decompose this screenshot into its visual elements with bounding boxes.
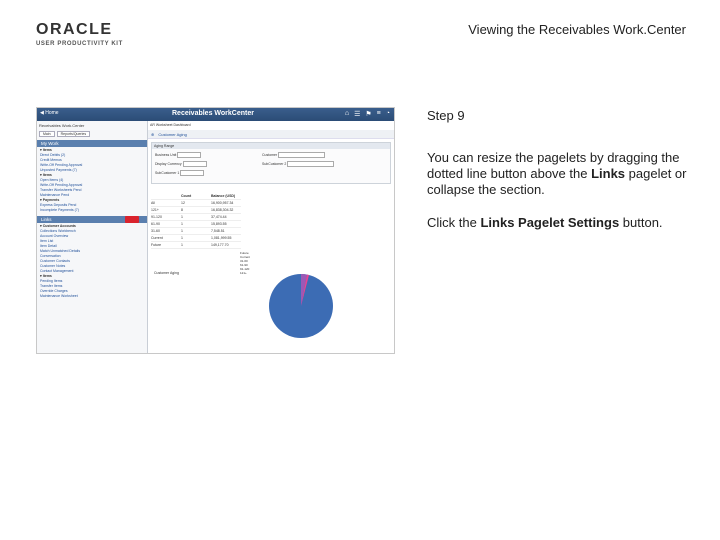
chart-legend	[240, 251, 250, 275]
oracle-logo	[36, 22, 126, 47]
table-row[interactable]: 61-90 1 15,893.55	[151, 221, 241, 228]
main-toolbar	[148, 130, 394, 139]
flag-icon[interactable]: ⚑	[365, 111, 372, 118]
main-pagelet-area	[148, 121, 394, 353]
list-item[interactable]: ▾ Customer Accounts	[40, 224, 76, 228]
menu-icon[interactable]: ≡	[376, 110, 381, 117]
resize-handle[interactable]	[125, 216, 139, 223]
list-item[interactable]: ▾ Items	[40, 274, 52, 278]
subcustomer1-field[interactable]	[180, 170, 204, 176]
list-item[interactable]: Override Charges	[40, 289, 68, 293]
filter-row: Business Unit	[155, 152, 201, 158]
app-header-bar	[37, 108, 394, 121]
list-item[interactable]: Match Unmatched Details	[40, 249, 81, 253]
legend-item: Future	[240, 251, 249, 255]
list-item[interactable]: ▾ Payments	[40, 198, 60, 202]
instruction-paragraph: Click the Links Pagelet Settings button.	[427, 215, 663, 230]
worklist-icon[interactable]: ☰	[354, 111, 361, 118]
left-pane-title: Receivables Work.Center	[39, 123, 85, 128]
filter-row: SubCustomer 1	[155, 170, 204, 176]
list-item[interactable]: Transfer Worksheets Pend	[40, 188, 82, 192]
aging-filter-panel	[151, 142, 391, 184]
list-item[interactable]: Item Detail	[40, 244, 57, 248]
currency-field[interactable]	[183, 161, 207, 167]
list-item[interactable]: Conversation	[40, 254, 61, 258]
table-row[interactable]: All 12 16,900,957.34	[151, 200, 241, 207]
list-item[interactable]: ▾ Items	[40, 148, 52, 152]
legend-item: 121+	[240, 271, 247, 275]
filter-row: Display Currency	[155, 161, 207, 167]
aging-pie-chart	[263, 261, 353, 351]
list-item[interactable]: Write-Off Pending Approval	[40, 183, 83, 187]
table-row[interactable]: 31-60 1 7,548.51	[151, 228, 241, 235]
list-item[interactable]: ▾ Items	[40, 173, 52, 177]
list-item[interactable]: Express Deposits Pend	[40, 203, 77, 207]
list-item[interactable]: Direct Debits (2)	[40, 153, 66, 157]
list-item[interactable]: Collections Workbench	[40, 229, 76, 233]
page-title: Viewing the Receivables Work.Center	[468, 22, 686, 37]
table-row[interactable]: Current 1 1,081,999.55	[151, 235, 241, 242]
list-item[interactable]: Transfer Items	[40, 284, 63, 288]
links-list	[37, 223, 147, 300]
list-item[interactable]: Open Items (4)	[40, 178, 64, 182]
list-item[interactable]: Contact Management	[40, 269, 74, 273]
my-work-pagelet-header[interactable]: My Work	[37, 140, 147, 147]
instruction-text	[427, 150, 697, 248]
logo-subtitle: USER PRODUCTIVITY KIT	[36, 41, 123, 47]
list-item[interactable]: Customer Contacts	[40, 259, 70, 263]
list-item[interactable]: Customer Notes	[40, 264, 66, 268]
list-item[interactable]: Maintenance Worksheet	[40, 294, 78, 298]
main-header: AR Worksheet Dashboard	[150, 123, 191, 127]
home-link[interactable]: ◀ Home	[40, 110, 59, 116]
step-number: Step 9	[427, 108, 465, 123]
toolbar-customer-aging[interactable]: Customer Aging	[158, 131, 187, 137]
aging-table	[151, 193, 241, 249]
home-icon[interactable]: ⌂	[344, 110, 350, 117]
logo-word: ORACLE	[36, 21, 113, 38]
list-item[interactable]: Maintenance Pend	[40, 193, 70, 197]
table-row[interactable]: 121+ 8 16,838,304.32	[151, 207, 241, 214]
filter-title: Aging Range	[152, 143, 390, 149]
legend-item: Current	[240, 255, 251, 259]
list-item[interactable]: Incomplete Payments (7)	[40, 208, 79, 212]
list-item[interactable]: Credit Memos	[40, 158, 62, 162]
links-pagelet-header[interactable]: Links	[37, 216, 147, 223]
legend-item: 91-120	[240, 267, 250, 271]
table-header: Count Balance (USD)	[151, 193, 241, 200]
chart-title: Customer Aging	[154, 271, 179, 275]
filter-row: SubCustomer 2	[262, 161, 334, 167]
tab-reports[interactable]: Reports/Queries	[57, 131, 90, 137]
filter-row: Customer	[262, 152, 325, 158]
app-title: Receivables WorkCenter	[172, 110, 254, 117]
application-screenshot	[36, 107, 395, 354]
list-item[interactable]: Item List	[40, 239, 54, 243]
instruction-paragraph: You can resize the pagelets by dragging the dotted line button above the Links pagelet or collapse the section.	[427, 150, 687, 197]
business-unit-field[interactable]	[177, 152, 201, 158]
legend-item: 31-60	[240, 259, 248, 263]
list-item[interactable]: Account Overview	[40, 234, 69, 238]
tab-main[interactable]: Main	[39, 131, 55, 137]
add-icon[interactable]: ⊕	[151, 131, 155, 137]
table-row[interactable]: 91-120 1 37,474.44	[151, 214, 241, 221]
list-item[interactable]: Pending Items	[40, 279, 63, 283]
left-pagelet-area	[37, 121, 148, 353]
customer-field[interactable]	[278, 152, 325, 158]
legend-item: 61-90	[240, 263, 248, 267]
help-icon[interactable]: ◔	[385, 110, 390, 117]
subcustomer2-field[interactable]	[287, 161, 334, 167]
list-item[interactable]: Unposted Payments (7)	[40, 168, 77, 172]
table-row[interactable]: Future 1 149,177.70	[151, 242, 241, 249]
list-item[interactable]: Write-Off Pending Approval	[40, 163, 83, 167]
my-work-list	[37, 147, 147, 214]
